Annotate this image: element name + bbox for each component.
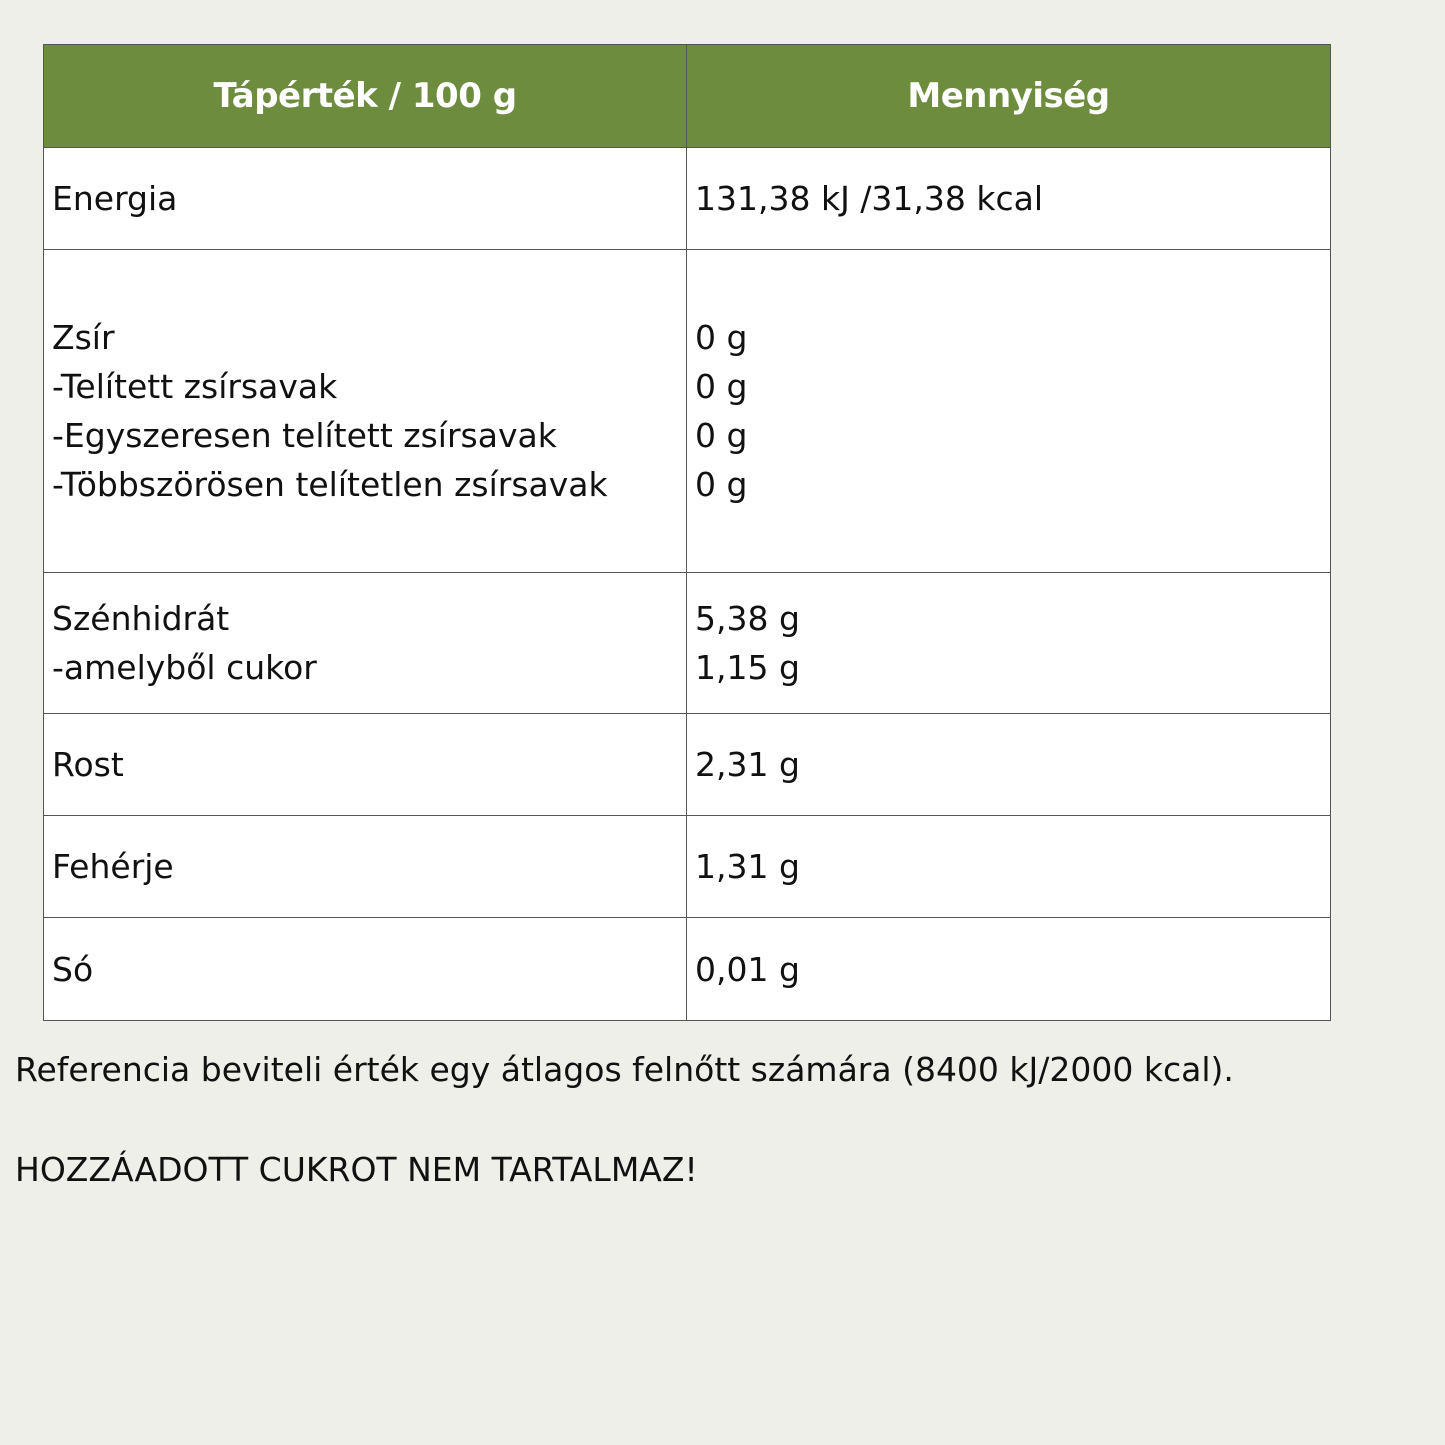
header-amount: Mennyiség [687,45,1331,148]
table-row [44,573,1331,714]
nutrition-table [43,44,1331,1021]
table-row [44,816,1331,918]
amount-value: 1,15 g [695,648,800,687]
amount-value: 5,38 g [695,599,800,638]
nutrient-label: Energia [52,179,178,218]
nutrient-label: Szénhidrát [52,599,230,638]
amount-cell [687,816,1331,918]
nutrient-label: -Telített zsírsavak [52,367,338,406]
nutrient-label: -Egyszeresen telített zsírsavak [52,416,557,455]
table-row [44,250,1331,573]
amount-cell [687,148,1331,250]
amount-value: 0,01 g [695,949,800,989]
table-row [44,714,1331,816]
table-header-row [44,45,1331,148]
nutrient-label: -amelyből cukor [52,648,317,687]
nutrient-cell [44,250,687,573]
table-row [44,918,1331,1021]
amount-cell [687,573,1331,714]
nutrient-cell [44,714,687,816]
table-row [44,148,1331,250]
nutrient-label: Fehérje [52,847,174,886]
amount-value: 2,31 g [695,745,800,784]
reference-intake-note: Referencia beviteli érték egy átlagos felnőtt számára (8400 kJ/2000 kcal). [15,1050,1234,1089]
amount-value: 1,31 g [695,847,800,886]
nutrient-label: Rost [52,745,124,784]
amount-cell [687,250,1331,573]
nutrient-label: -Többszörösen telítetlen zsírsavak [52,465,608,504]
nutrient-cell [44,816,687,918]
amount-value: 131,38 kJ /31,38 kcal [695,179,1044,218]
amount-value: 0 g [695,318,748,357]
amount-value: 0 g [695,416,748,455]
nutrient-cell [44,918,687,1021]
header-nutrient: Tápérték / 100 g [44,45,687,148]
amount-value: 0 g [695,465,748,504]
nutrient-cell [44,573,687,714]
nutrient-cell [44,148,687,250]
amount-cell [687,714,1331,816]
amount-value: 0 g [695,367,748,406]
no-added-sugar-claim: HOZZÁADOTT CUKROT NEM TARTALMAZ! [15,1150,698,1189]
amount-cell [687,918,1331,1021]
nutrient-label: Só [52,949,94,989]
nutrient-label: Zsír [52,318,115,357]
